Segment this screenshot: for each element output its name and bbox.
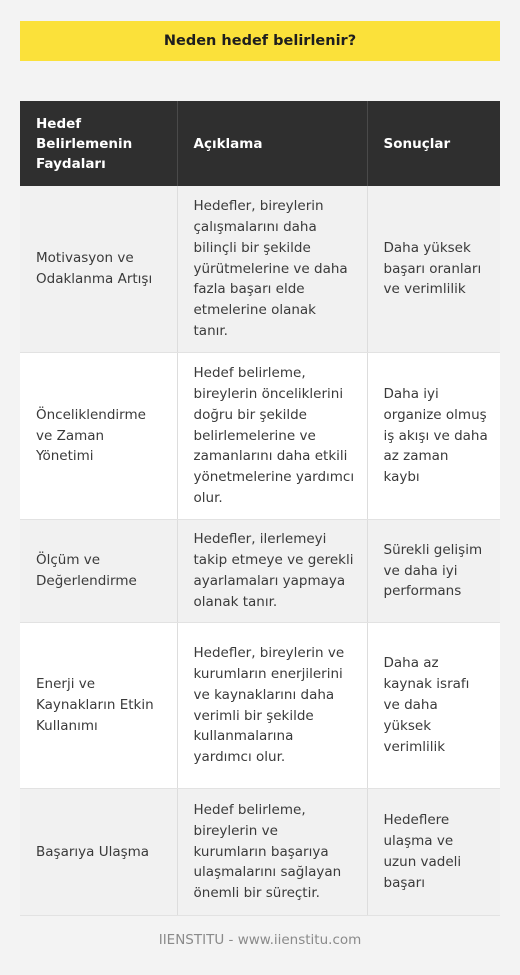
benefit-cell: Enerji ve Kaynakların Etkin Kullanımı [20, 623, 177, 789]
benefit-cell: Ölçüm ve Değerlendirme [20, 520, 177, 623]
description-cell: Hedefler, ilerlemeyi takip etmeye ve gerekli ayarlamaları yapmaya olanak tanır. [177, 520, 367, 623]
table-header-row [20, 101, 500, 186]
description-cell: Hedef belirleme, bireylerin önceliklerini doğru bir şekilde belirlemelerine ve zamanlarını daha etkili yönetmelerine yardımcı olur. [177, 353, 367, 520]
page-title: Neden hedef belirlenir? [20, 21, 500, 61]
column-header-description: Açıklama [177, 101, 367, 186]
benefits-table [20, 101, 500, 916]
table-row [20, 353, 500, 520]
table-row [20, 623, 500, 789]
result-cell: Daha az kaynak israfı ve daha yüksek verimlilik [367, 623, 500, 789]
column-header-results: Sonuçlar [367, 101, 500, 186]
table-row [20, 789, 500, 916]
result-cell: Sürekli gelişim ve daha iyi performans [367, 520, 500, 623]
table-row [20, 520, 500, 623]
result-cell: Daha yüksek başarı oranları ve verimlilik [367, 186, 500, 353]
description-cell: Hedef belirleme, bireylerin ve kurumların başarıya ulaşmalarını sağlayan önemli bir süreçtir. [177, 789, 367, 916]
table-row [20, 186, 500, 353]
footer-credit: IIENSTITU - www.iienstitu.com [158, 932, 362, 948]
column-header-benefits: Hedef Belirlemenin Faydaları [20, 101, 177, 186]
result-cell: Hedeflere ulaşma ve uzun vadeli başarı [367, 789, 500, 916]
benefit-cell: Önceliklendirme ve Zaman Yönetimi [20, 353, 177, 520]
description-cell: Hedefler, bireylerin ve kurumların enerjilerini ve kaynaklarını daha verimli bir şekilde kullanmalarına yardımcı olur. [177, 623, 367, 789]
benefit-cell: Motivasyon ve Odaklanma Artışı [20, 186, 177, 353]
benefit-cell: Başarıya Ulaşma [20, 789, 177, 916]
result-cell: Daha iyi organize olmuş iş akışı ve daha az zaman kaybı [367, 353, 500, 520]
description-cell: Hedefler, bireylerin çalışmalarını daha bilinçli bir şekilde yürütmelerine ve daha fazla başarı elde etmelerine olanak tanır. [177, 186, 367, 353]
